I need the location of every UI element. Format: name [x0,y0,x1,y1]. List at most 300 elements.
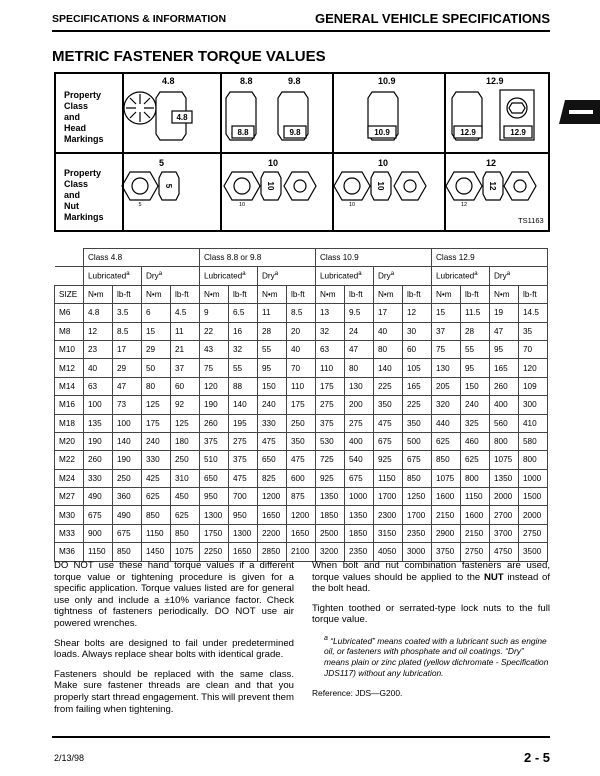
torque-cell: 240 [461,396,490,414]
torque-cell: 440 [432,414,461,432]
torque-cell: 2900 [432,524,461,542]
torque-cell: 1650 [229,543,258,561]
replacement-note: Fasteners should be replaced with the same class. Make sure fastener threads are clean and that you properly start thread engagement. This will prevent them from failing when tightening. [54,668,294,715]
torque-cell: 1075 [171,543,200,561]
size-cell: M30 [55,506,84,524]
torque-cell: 3200 [316,543,345,561]
condition-header: Lubricated$^a$ [432,267,490,285]
torque-cell: 1350 [316,488,345,506]
torque-cell: 15 [432,304,461,322]
page-header [52,8,550,30]
unit-header: N•m [374,285,403,303]
torque-cell: 2200 [258,524,287,542]
bolt-mark: 4.8 [176,113,188,122]
table-row [55,488,548,506]
torque-cell: 3700 [490,524,519,542]
torque-cell: 400 [490,396,519,414]
torque-cell: 800 [461,469,490,487]
unit-header: N•m [200,285,229,303]
torque-cell: 130 [432,359,461,377]
torque-cell: 675 [345,469,374,487]
torque-cell: 125 [171,414,200,432]
page-title: METRIC FASTENER TORQUE VALUES [52,48,326,65]
torque-cell: 625 [171,506,200,524]
torque-cell: 30 [403,322,432,340]
torque-cell: 2100 [287,543,316,561]
torque-cell: 135 [84,414,113,432]
torque-cell: 260 [490,377,519,395]
torque-cell: 190 [200,396,229,414]
torque-cell: 925 [316,469,345,487]
torque-cell: 2150 [432,506,461,524]
figure-id: TS1163 [518,216,544,225]
size-cell: M6 [55,304,84,322]
condition-header: Dry$^a$ [258,267,316,285]
torque-cell: 1500 [519,488,548,506]
usage-warning: DO NOT use these hand torque values if a different torque value or tightening procedure is given for a specific application. Torque values listed are for general use only and include a ±10% variance factor. Check tightness of fasteners periodically. DO NOT use air powered wrenches. [54,560,294,629]
chapter-title: GENERAL VEHICLE SPECIFICATIONS [315,11,550,26]
unit-header: N•m [432,285,461,303]
table-row [55,340,548,358]
torque-cell: 1300 [200,506,229,524]
torque-cell: 1850 [345,524,374,542]
torque-cell: 1700 [374,488,403,506]
torque-cell: 260 [84,451,113,469]
size-cell: M14 [55,377,84,395]
torque-cell: 1150 [142,524,171,542]
torque-cell: 3.5 [113,304,142,322]
torque-cell: 80 [142,377,171,395]
left-text-column [54,560,294,723]
torque-cell: 675 [403,451,432,469]
torque-cell: 1650 [258,506,287,524]
torque-cell: 165 [490,359,519,377]
torque-cell: 60 [403,340,432,358]
unit-header: N•m [490,285,519,303]
torque-cell: 37 [432,322,461,340]
torque-cell: 1300 [229,524,258,542]
footnote: $^a$ “Lubricated” means coated with a lubricant such as engine oil, or fasteners with phosphate and oil coatings. “Dry” means plain or zinc plated (yellow dichromate - Specification JDS117) without any lubrication. [324,634,549,678]
nut-mark: 10 [266,181,275,191]
markings-figure [54,72,550,232]
torque-cell: 1150 [374,469,403,487]
torque-cell: 120 [200,377,229,395]
torque-cell: 22 [200,322,229,340]
torque-cell: 1200 [258,488,287,506]
torque-cell: 850 [432,451,461,469]
torque-cell: 70 [519,340,548,358]
condition-header-row [55,267,548,285]
reference: Reference: JDS—G200. [312,688,403,699]
torque-cell: 375 [316,414,345,432]
torque-cell: 11 [258,304,287,322]
markings-drawing [56,74,548,230]
torque-cell: 675 [84,506,113,524]
size-cell: M36 [55,543,84,561]
torque-cell: 195 [229,414,258,432]
torque-cell: 165 [403,377,432,395]
torque-cell: 63 [316,340,345,358]
section-title: SPECIFICATIONS & INFORMATION [52,13,227,25]
size-cell: M27 [55,488,84,506]
torque-cell: 700 [229,488,258,506]
torque-cell: 360 [113,488,142,506]
torque-cell: 1350 [490,469,519,487]
torque-cell: 75 [200,359,229,377]
table-row [55,524,548,542]
torque-cell: 28 [461,322,490,340]
torque-cell: 580 [519,432,548,450]
torque-cell: 950 [200,488,229,506]
lock-nut-note: Tighten toothed or serrated-type lock nuts to the full torque value. [312,602,550,626]
torque-cell: 28 [258,322,287,340]
head-class-label: 10.9 [378,76,396,86]
torque-cell: 95 [490,340,519,358]
torque-cell: 4050 [374,543,403,561]
torque-cell: 2350 [345,543,374,561]
torque-cell: 875 [287,488,316,506]
torque-cell: 1000 [519,469,548,487]
class-header: Class 12.9 [432,249,548,267]
table-row [55,377,548,395]
size-cell: M16 [55,396,84,414]
torque-cell: 240 [258,396,287,414]
torque-cell: 3150 [374,524,403,542]
torque-cell: 23 [84,340,113,358]
torque-cell: 2000 [490,488,519,506]
nut-class-label: 10 [268,158,279,168]
torque-cell: 225 [403,396,432,414]
head-markings-label: Property Class and Head Markings [64,90,104,144]
table-row [55,432,548,450]
torque-cell: 130 [345,377,374,395]
torque-cell: 850 [403,469,432,487]
torque-cell: 350 [374,396,403,414]
torque-cell: 850 [171,524,200,542]
torque-cell: 1700 [403,506,432,524]
page-footer [52,736,550,770]
torque-cell: 4.8 [84,304,113,322]
torque-cell: 40 [84,359,113,377]
bolt-mark: 12.9 [460,128,476,137]
nut-class-label: 10 [378,158,389,168]
nut-small-mark: 10 [238,202,246,208]
table-row [55,506,548,524]
size-cell: M10 [55,340,84,358]
torque-cell: 92 [171,396,200,414]
unit-header: N•m [316,285,345,303]
torque-cell: 2700 [490,506,519,524]
torque-cell: 950 [229,506,258,524]
condition-header: Dry$^a$ [374,267,432,285]
torque-cell: 1075 [432,469,461,487]
torque-cell: 11 [171,322,200,340]
torque-cell: 60 [171,377,200,395]
torque-cell: 310 [171,469,200,487]
size-cell: M12 [55,359,84,377]
torque-cell: 490 [113,506,142,524]
torque-cell: 109 [519,377,548,395]
torque-cell: 105 [403,359,432,377]
bolt-mark: 12.9 [510,128,526,137]
unit-header: lb-ft [171,285,200,303]
torque-cell: 1200 [287,506,316,524]
torque-cell: 260 [200,414,229,432]
torque-cell: 2850 [258,543,287,561]
table-body [55,304,548,561]
torque-cell: 37 [171,359,200,377]
right-text-column [312,560,550,700]
torque-cell: 475 [374,414,403,432]
torque-cell: 55 [258,340,287,358]
torque-cell: 450 [171,488,200,506]
torque-cell: 125 [142,396,171,414]
nut-class-label: 12 [486,158,497,168]
torque-cell: 650 [200,469,229,487]
page-number: 2 - 5 [523,750,550,765]
torque-cell: 47 [490,322,519,340]
table-row [55,469,548,487]
torque-cell: 95 [258,359,287,377]
torque-cell: 330 [142,451,171,469]
nut-markings-label: Property Class and Nut Markings [64,168,104,222]
torque-cell: 32 [229,340,258,358]
torque-cell: 2300 [374,506,403,524]
size-cell: M18 [55,414,84,432]
torque-cell: 110 [316,359,345,377]
torque-cell: 20 [287,322,316,340]
torque-cell: 13 [316,304,345,322]
torque-cell: 1450 [142,543,171,561]
torque-cell: 275 [229,432,258,450]
torque-cell: 88 [229,377,258,395]
torque-cell: 95 [461,359,490,377]
torque-cell: 2350 [403,524,432,542]
torque-cell: 16 [229,322,258,340]
torque-cell: 375 [200,432,229,450]
torque-cell: 2500 [316,524,345,542]
table-row [55,414,548,432]
size-cell: M20 [55,432,84,450]
torque-cell: 475 [287,451,316,469]
table-row [55,304,548,322]
torque-cell: 1000 [345,488,374,506]
condition-header: Lubricated$^a$ [84,267,142,285]
torque-cell: 75 [432,340,461,358]
torque-cell: 1850 [316,506,345,524]
torque-cell: 540 [345,451,374,469]
torque-cell: 4750 [490,543,519,561]
torque-cell: 510 [200,451,229,469]
torque-cell: 1650 [287,524,316,542]
torque-cell: 120 [519,359,548,377]
torque-cell: 850 [142,506,171,524]
torque-cell: 73 [113,396,142,414]
torque-cell: 150 [461,377,490,395]
head-class-label: 4.8 [162,76,175,86]
footer-rule [52,736,550,738]
torque-cell: 11.5 [461,304,490,322]
nut-class-label: 5 [159,158,165,168]
torque-cell: 425 [142,469,171,487]
unit-header: lb-ft [345,285,374,303]
unit-header: lb-ft [461,285,490,303]
class-header: Class 8.8 or 9.8 [200,249,316,267]
torque-cell: 80 [374,340,403,358]
torque-cell: 140 [229,396,258,414]
torque-cell: 900 [84,524,113,542]
condition-header: Dry$^a$ [490,267,548,285]
head-class-label: 8.8 [240,76,253,86]
torque-cell: 625 [432,432,461,450]
torque-cell: 800 [519,451,548,469]
torque-cell: 1150 [461,488,490,506]
torque-cell: 43 [200,340,229,358]
torque-cell: 1600 [432,488,461,506]
head-class-label: 12.9 [486,76,504,86]
torque-cell: 530 [316,432,345,450]
torque-cell: 1075 [490,451,519,469]
torque-cell: 2750 [519,524,548,542]
torque-cell: 1750 [200,524,229,542]
torque-cell: 150 [258,377,287,395]
torque-cell: 475 [258,432,287,450]
unit-header: N•m [142,285,171,303]
torque-cell: 650 [258,451,287,469]
condition-header: Lubricated$^a$ [200,267,258,285]
torque-cell: 675 [374,432,403,450]
torque-cell: 1600 [461,506,490,524]
torque-cell: 330 [258,414,287,432]
torque-cell: 6.5 [229,304,258,322]
torque-cell: 70 [287,359,316,377]
torque-cell: 600 [287,469,316,487]
section-tab-marker [559,100,600,124]
torque-cell: 240 [142,432,171,450]
table-row [55,451,548,469]
torque-cell: 100 [84,396,113,414]
unit-header: N•m [84,285,113,303]
table-row [55,543,548,561]
torque-cell: 29 [142,340,171,358]
torque-cell: 100 [113,414,142,432]
torque-cell: 6 [142,304,171,322]
torque-cell: 47 [345,340,374,358]
torque-cell: 180 [171,432,200,450]
torque-cell: 2750 [461,543,490,561]
unit-header: N•m [258,285,287,303]
torque-cell: 12 [84,322,113,340]
nut-mark: 10 [376,181,385,191]
size-header: SIZE [55,285,84,303]
torque-cell: 21 [171,340,200,358]
condition-header: Lubricated$^a$ [316,267,374,285]
unit-header: lb-ft [519,285,548,303]
torque-cell: 9.5 [345,304,374,322]
class-header: Class 10.9 [316,249,432,267]
torque-cell: 675 [113,524,142,542]
torque-cell: 110 [287,377,316,395]
torque-cell: 800 [490,432,519,450]
head-class-label: 9.8 [288,76,301,86]
table-row [55,322,548,340]
torque-cell: 12 [403,304,432,322]
torque-cell: 490 [84,488,113,506]
torque-table [54,248,548,562]
torque-cell: 19 [490,304,519,322]
torque-cell: 725 [316,451,345,469]
torque-cell: 625 [142,488,171,506]
torque-cell: 190 [84,432,113,450]
torque-cell: 410 [519,414,548,432]
nut-mark: 5 [164,183,173,189]
torque-cell: 275 [345,414,374,432]
size-cell: M22 [55,451,84,469]
torque-cell: 50 [142,359,171,377]
torque-cell: 3500 [519,543,548,561]
torque-cell: 560 [490,414,519,432]
torque-cell: 400 [345,432,374,450]
torque-cell: 320 [432,396,461,414]
bolt-mark: 10.9 [374,128,390,137]
torque-cell: 375 [229,451,258,469]
nut-mark: 12 [488,181,497,191]
table-row [55,359,548,377]
torque-cell: 8.5 [287,304,316,322]
torque-cell: 225 [374,377,403,395]
torque-cell: 29 [113,359,142,377]
torque-cell: 15 [142,322,171,340]
torque-cell: 63 [84,377,113,395]
torque-cell: 140 [113,432,142,450]
torque-cell: 625 [461,451,490,469]
torque-cell: 925 [374,451,403,469]
torque-cell: 2150 [461,524,490,542]
bolt-mark: 9.8 [289,128,301,137]
torque-cell: 500 [403,432,432,450]
unit-header: lb-ft [229,285,258,303]
nut-small-mark: 12 [460,202,468,208]
nut-small-mark: 5 [138,202,142,208]
torque-cell: 460 [461,432,490,450]
torque-cell: 17 [374,304,403,322]
torque-cell: 8.5 [113,322,142,340]
torque-cell: 200 [345,396,374,414]
torque-cell: 35 [519,322,548,340]
torque-cell: 825 [258,469,287,487]
torque-cell: 175 [287,396,316,414]
torque-cell: 300 [519,396,548,414]
torque-cell: 205 [432,377,461,395]
torque-cell: 175 [316,377,345,395]
unit-header-row [55,285,548,303]
torque-cell: 330 [84,469,113,487]
torque-cell: 4.5 [171,304,200,322]
torque-cell: 250 [171,451,200,469]
torque-cell: 14.5 [519,304,548,322]
bolt-mark: 8.8 [237,128,249,137]
shear-bolt-note: Shear bolts are designed to fail under predetermined loads. Always replace shear bolts with identical grade. [54,637,294,661]
torque-cell: 250 [113,469,142,487]
nut-small-mark: 10 [348,202,356,208]
nut-torque-note: When bolt and nut combination fasteners are used, torque values should be applied to the NUT instead of the bolt head. [312,560,550,595]
torque-cell: 325 [461,414,490,432]
torque-cell: 55 [461,340,490,358]
table-row [55,396,548,414]
unit-header: lb-ft [403,285,432,303]
torque-cell: 475 [229,469,258,487]
torque-cell: 275 [316,396,345,414]
